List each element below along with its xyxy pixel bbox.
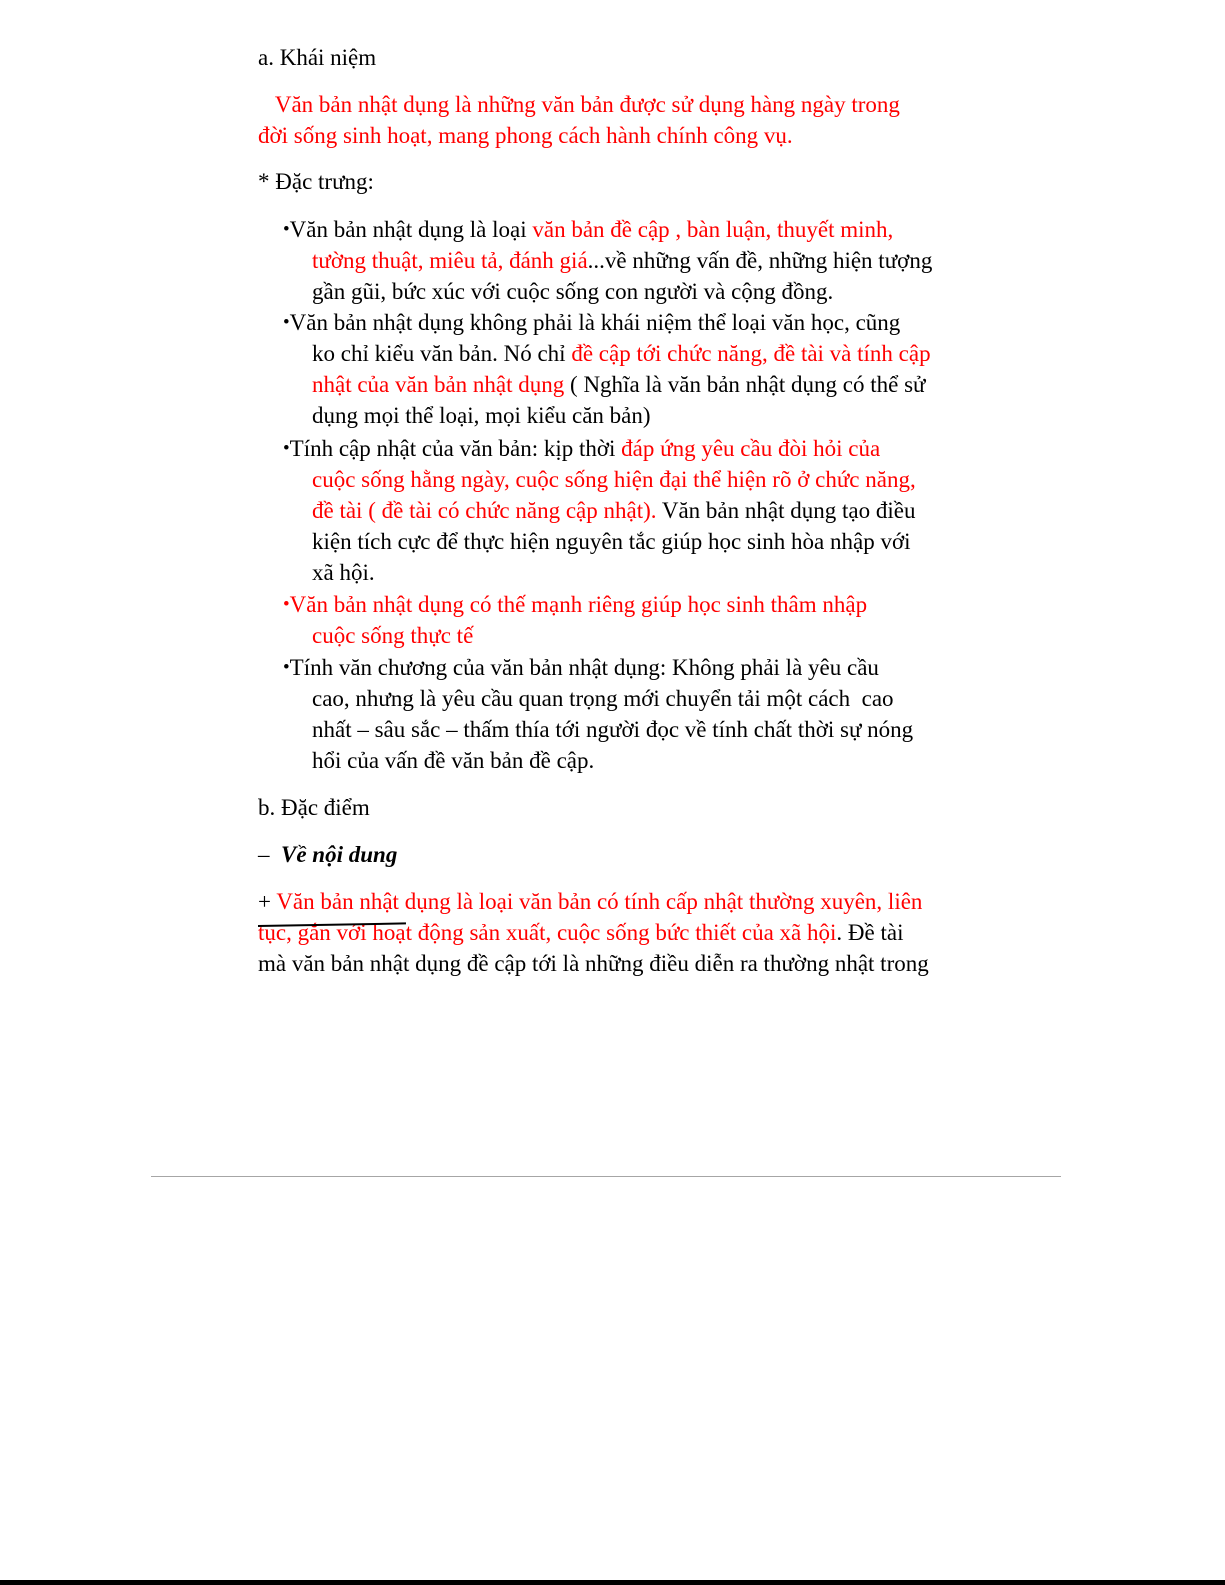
bullet-icon: •	[283, 438, 290, 459]
bullet-icon: •	[283, 594, 290, 615]
content-subheading: – Về nội dung	[258, 842, 398, 867]
bullet-item-4: •Văn bản nhật dụng có thế mạnh riêng giúp học sinh thâm nhập cuộc sống thực tế	[283, 592, 868, 648]
features-heading: * Đặc trưng:	[258, 169, 374, 194]
definition-line-1: Văn bản nhật dụng là những văn bản được sử dụng hàng ngày trong	[258, 92, 900, 117]
section-b-heading: b. Đặc điểm	[258, 795, 370, 820]
bottom-edge-bar	[0, 1580, 1225, 1585]
definition-line-2: đời sống sinh hoạt, mang phong cách hành chính công vụ.	[258, 123, 793, 148]
bullet-icon: •	[283, 312, 290, 333]
definition-paragraph	[258, 89, 968, 151]
section-a-heading: a. Khái niệm	[258, 45, 377, 70]
bullet-item-2: •Văn bản nhật dụng không phải là khái niệm thể loại văn học, cũng ko chỉ kiểu văn bản. Nó chỉ đề cập tới chức năng, đề tài và tính cập nhật của văn bản nhật dụng ( Nghĩa là văn bản nhật dụng có thể sử dụng mọi thể loại, mọi kiểu căn bản)	[283, 310, 931, 428]
bullet-icon: •	[283, 219, 290, 240]
content-paragraph: + Văn bản nhật dụng là loại văn bản có tính cấp nhật thường xuyên, liên tục, gắn với hoạt động sản xuất, cuộc sống bức thiết của xã hội. Đề tài mà văn bản nhật dụng đề cập tới là những điều diễn ra thường nhật trong	[258, 889, 929, 976]
bullet-item-5: •Tính văn chương của văn bản nhật dụng: Không phải là yêu cầu cao, nhưng là yêu cầu quan trọng mới chuyển tải một cách cao nhất – sâu sắc – thấm thía tới người đọc về tính chất thời sự nóng hổi của vấn đề văn bản đề cập.	[283, 655, 914, 773]
bullet-item-3: •Tính cập nhật của văn bản: kịp thời đáp ứng yêu cầu đòi hỏi của cuộc sống hằng ngày, cuộc sống hiện đại thể hiện rõ ở chức năng, đề tài ( đề tài có chức năng cập nhật). Văn bản nhật dụng tạo điều kiện tích cực để thực hiện nguyên tắc giúp học sinh hòa nhập với xã hội.	[283, 436, 916, 585]
page-divider	[151, 1176, 1061, 1177]
bullet-icon: •	[283, 657, 290, 678]
bullet-item-1: •Văn bản nhật dụng là loại văn bản đề cập , bàn luận, thuyết minh, tường thuật, miêu tả, đánh giá...về những vấn đề, những hiện tượng gần gũi, bức xúc với cuộc sống con người và cộng đồng.	[283, 217, 933, 304]
